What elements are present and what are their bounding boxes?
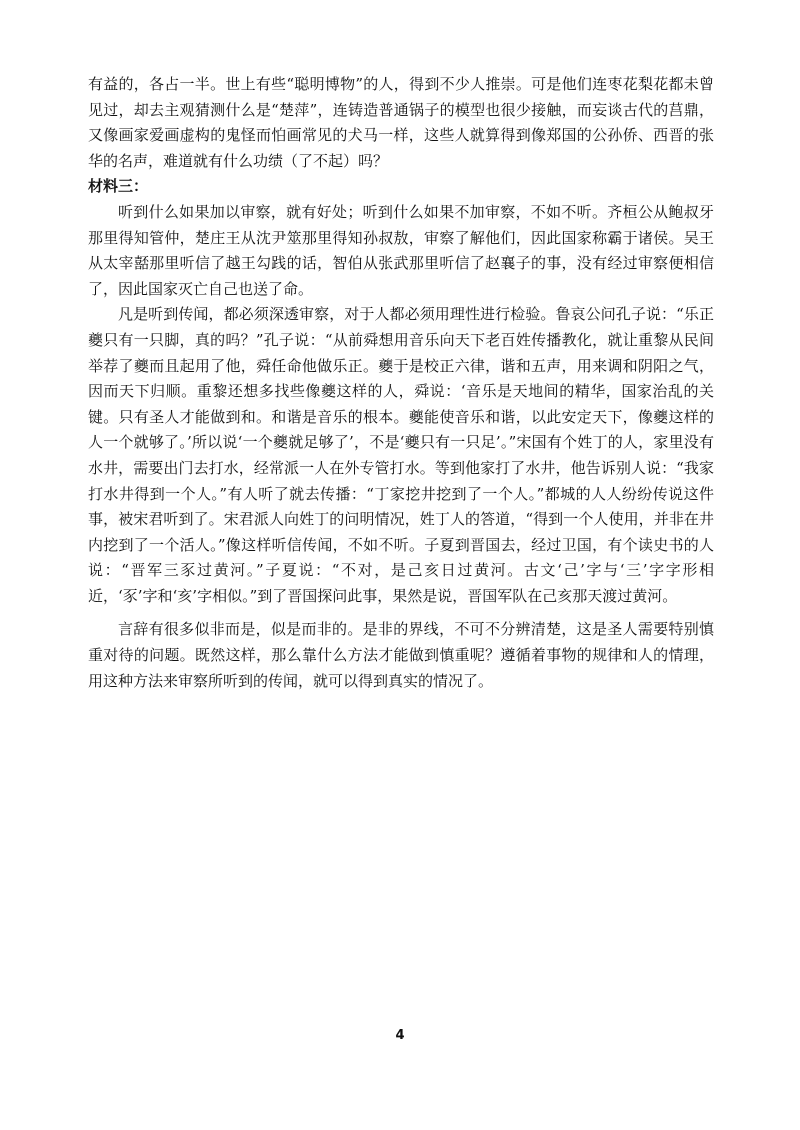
- paragraph-1: 听到什么如果加以审察，就有好处；听到什么如果不加审察，不如不听。齐桓公从鲍叔牙那里得知管仲，楚庄王从沈尹筮那里得知孙叔敖，审察了解他们，因此国家称霸于诸侯。吴王从太宰嚭那里听信了越王勾践的话，智伯从张武那里听信了赵襄子的事，没有经过审察便相信了，因此国家灭亡自己也送了命。: [88, 202, 714, 298]
- paragraph-3: 言辞有很多似非而是，似是而非的。是非的界线，不可不分辨清楚，这是圣人需要特别慎重对待的问题。既然这样，那么靠什么方法才能做到慎重呢？遵循着事物的规律和人的情理，用这种方法来审察所听到的传闻，就可以得到真实的情况了。: [88, 620, 714, 690]
- page-number: 4: [395, 1028, 405, 1043]
- intro-paragraph: 有益的，各占一半。世上有些“聪明博物”的人，得到不少人推崇。可是他们连枣花梨花都未曾见过，却去主观猜测什么是“楚萍”，连铸造普通锅子的模型也很少接触，而妄谈古代的莒鼎，又像画家爱画虚构的鬼怪而怕画常见的犬马一样，这些人就算得到像郑国的公孙侨、西晋的张华的名声，难道就有什么功绩（了不起）吗？: [88, 75, 714, 170]
- document-body: [88, 72, 714, 694]
- paragraph-2: 凡是听到传闻，都必须深透审察，对于人都必须用理性进行检验。鲁哀公问孔子说：“乐正夔只有一只脚，真的吗？”孔子说：“从前舜想用音乐向天下老百姓传播教化，就让重黎从民间举荐了夔而且起用了他，舜任命他做乐正。夔于是校正六律，谐和五声，用来调和阴阳之气，因而天下归顺。重黎还想多找些像夔这样的人，舜说：‘音乐是天地间的精华，国家治乱的关键。只有圣人才能做到和。和谐是音乐的根本。夔能使音乐和谐，以此安定天下，像夔这样的人一个就够了。’所以说‘一个夔就足够了’，不是‘夔只有一只足’。”宋国有个姓丁的人，家里没有水井，需要出门去打水，经常派一人在外专管打水。等到他家打了水井，他告诉别人说：“我家打水井得到一个人。”有人听了就去传播：“丁家挖井挖到了一个人。”都城的人人纷纷传说这件事，被宋君听到了。宋君派人向姓丁的问明情况，姓丁人的答道，“得到一个人使用，并非在井内挖到了一个活人。”像这样听信传闻，不如不听。子夏到晋国去，经过卫国，有个读史书的人说：“晋军三豕过黄河。”子夏说：“不对，是己亥日过黄河。古文‘己’字与‘三’字字形相近，‘豕’字和‘亥’字相似。”到了晋国探问此事，果然是说，晋国军队在己亥那天渡过黄河。: [88, 305, 714, 605]
- material-heading: 材料三：: [88, 177, 149, 196]
